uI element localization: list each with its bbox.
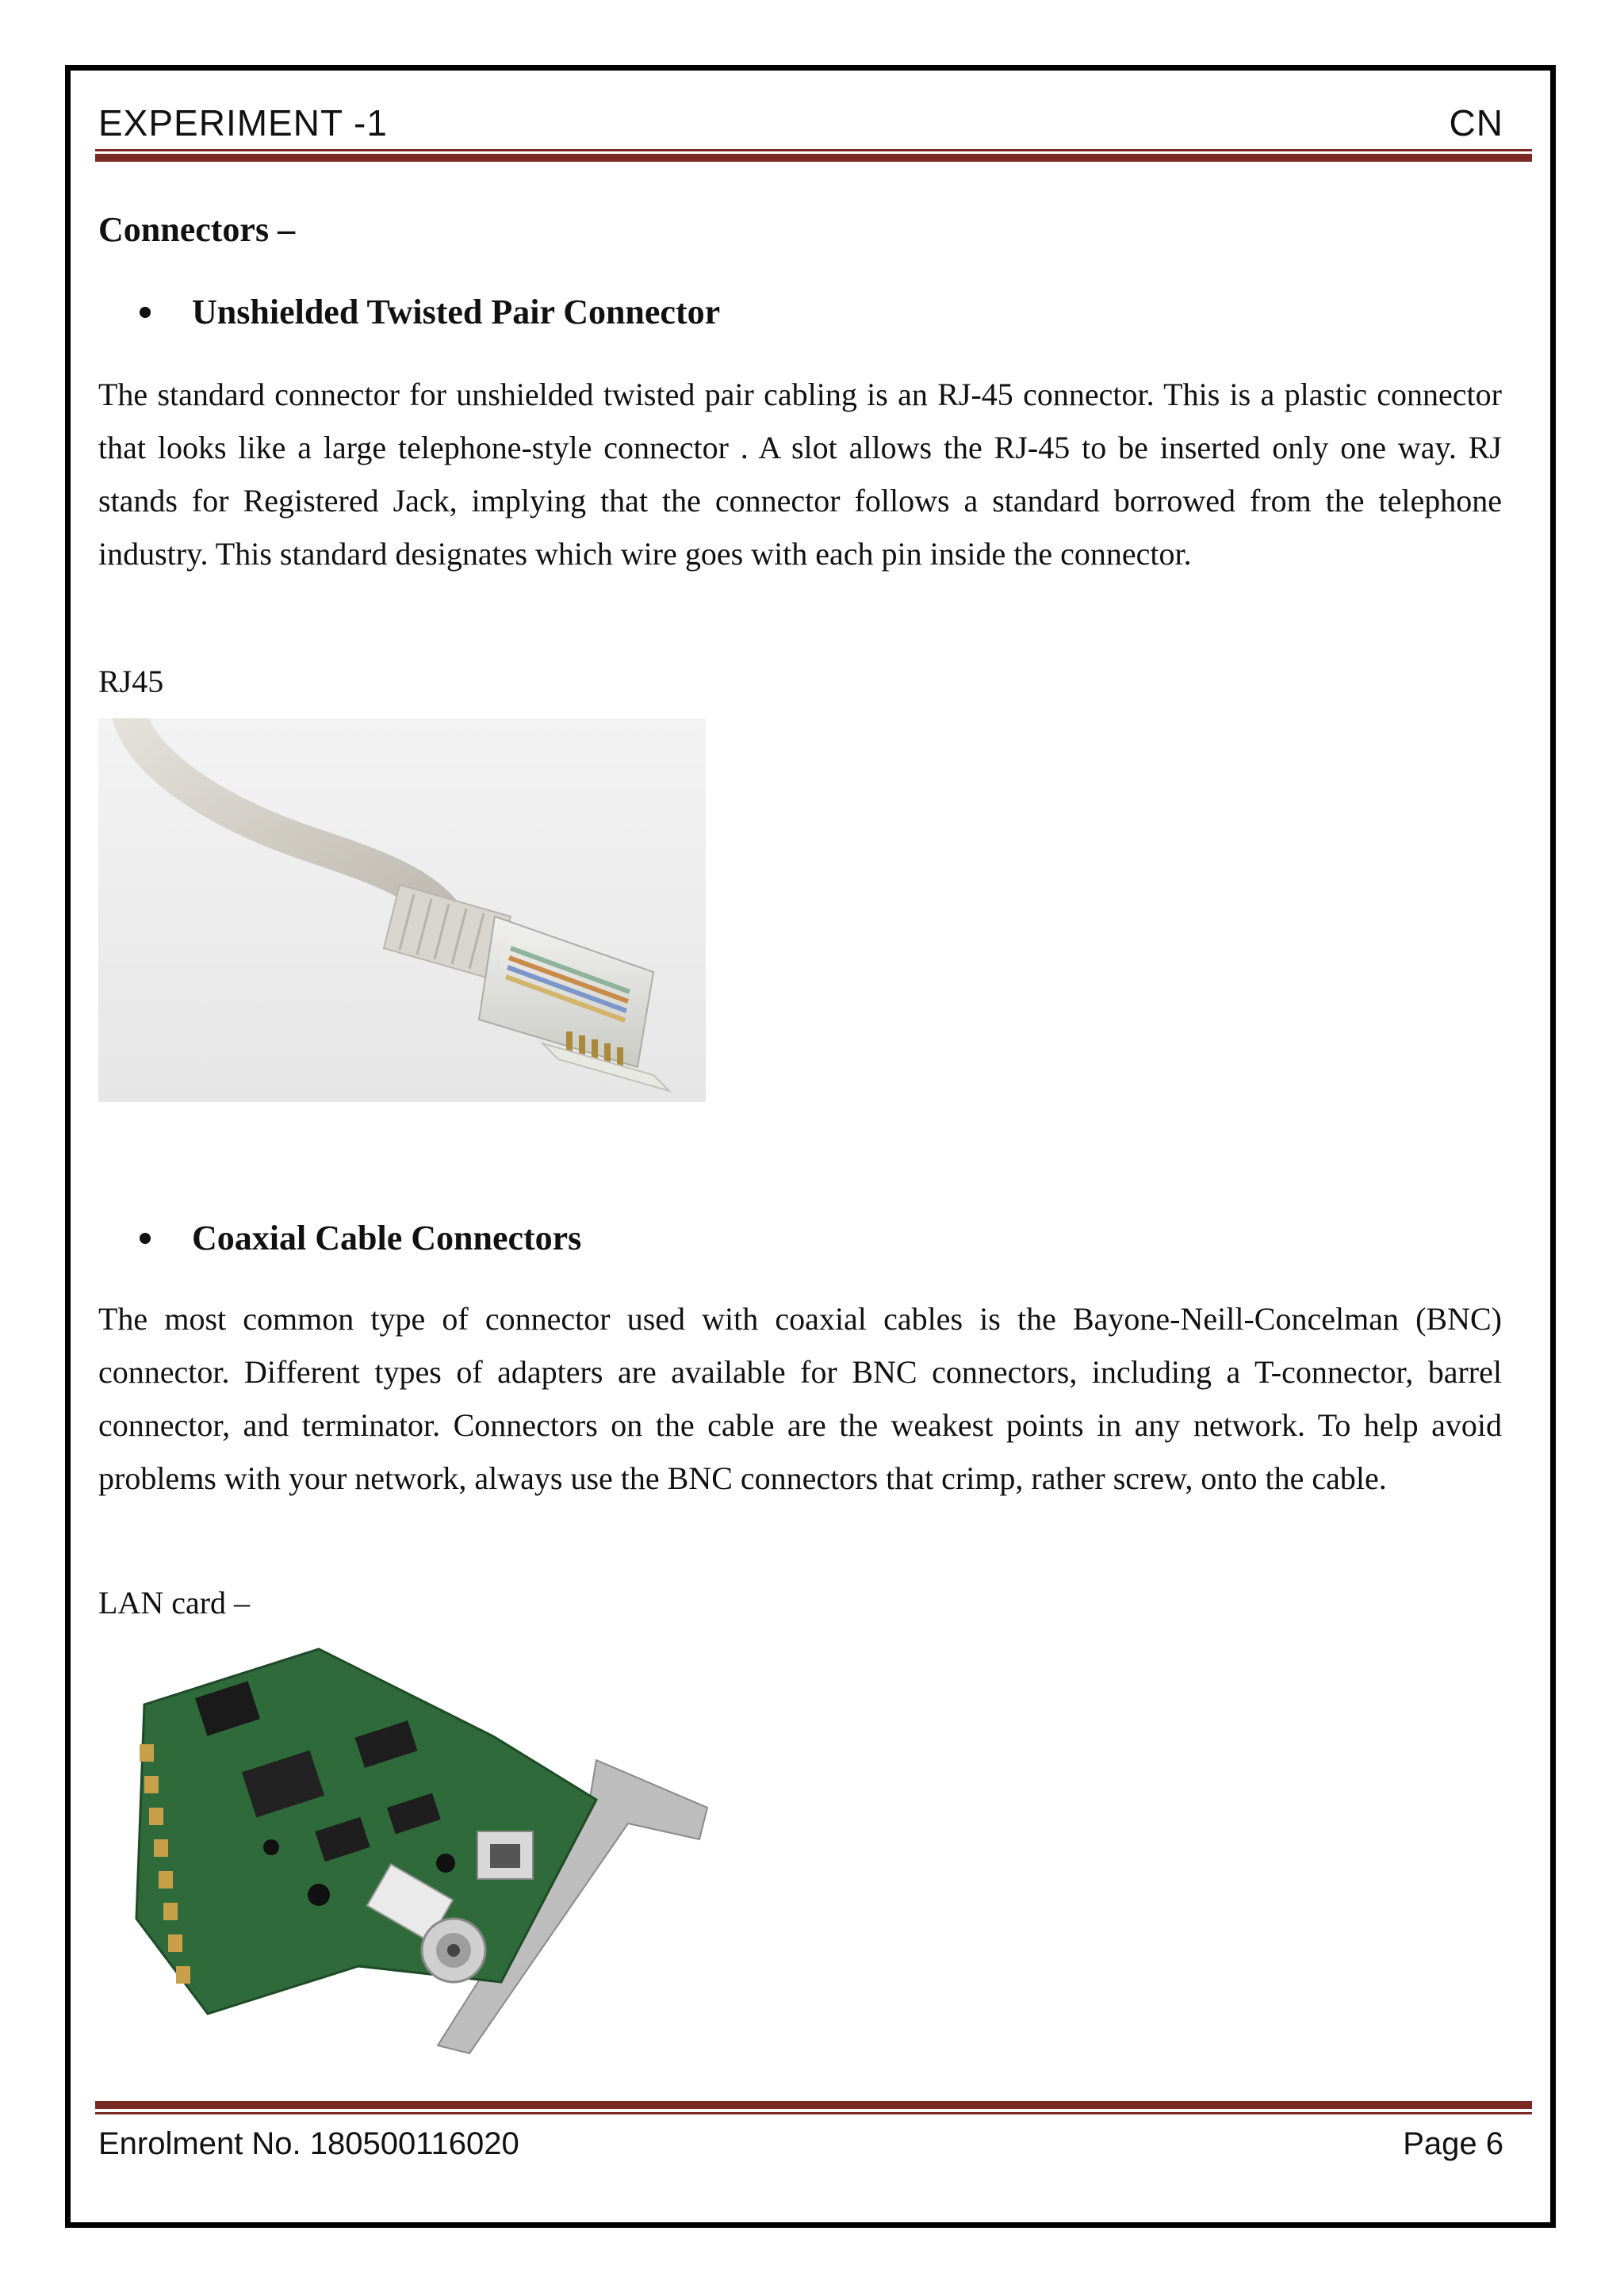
footer-rule-thin <box>95 2112 1532 2114</box>
bullet-icon <box>140 1233 151 1244</box>
utp-heading-row <box>140 292 720 332</box>
lan-card-photo <box>121 1641 723 2061</box>
utp-paragraph: The standard connector for unshielded twisted pair cabling is an RJ-45 connector. This is a plastic connector that looks like a large telephone-style connector . A slot allows the RJ-45 to be inserted only one way. RJ stands for Registered Jack, implying that the connector follows a standard borrowed from the telephone industry. This standard designates which wire goes with each pin inside the connector. <box>98 377 1502 572</box>
coax-heading: Coaxial Cable Connectors <box>192 1219 582 1257</box>
coax-heading-row <box>140 1218 581 1258</box>
header-rule-thin <box>95 149 1532 151</box>
utp-heading: Unshielded Twisted Pair Connector <box>192 293 721 331</box>
lan-label: LAN card – <box>98 1585 251 1621</box>
header-title: EXPERIMENT -1 <box>98 102 388 144</box>
bullet-icon <box>140 307 151 318</box>
footer-rule-thick <box>95 2101 1532 2109</box>
header-subject: CN <box>1449 102 1503 144</box>
footer-page-number: Page 6 <box>1403 2126 1503 2161</box>
header-rule-thick <box>95 154 1532 162</box>
coax-paragraph: The most common type of connector used with coaxial cables is the Bayone-Neill-Concelman (BNC) connector. Different types of adapters are available for BNC connectors, including a T-connector, barrel connector, and terminator. Connectors on the cable are the weakest points in any network. To help avoid problems with your network, always use the BNC connectors that crimp, rather screw, onto the cable. <box>98 1301 1502 1496</box>
footer-enrolment: Enrolment No. 180500116020 <box>98 2126 519 2161</box>
rj45-label: RJ45 <box>98 664 164 699</box>
rj45-photo <box>98 718 706 1102</box>
section-title: Connectors – <box>98 210 296 249</box>
